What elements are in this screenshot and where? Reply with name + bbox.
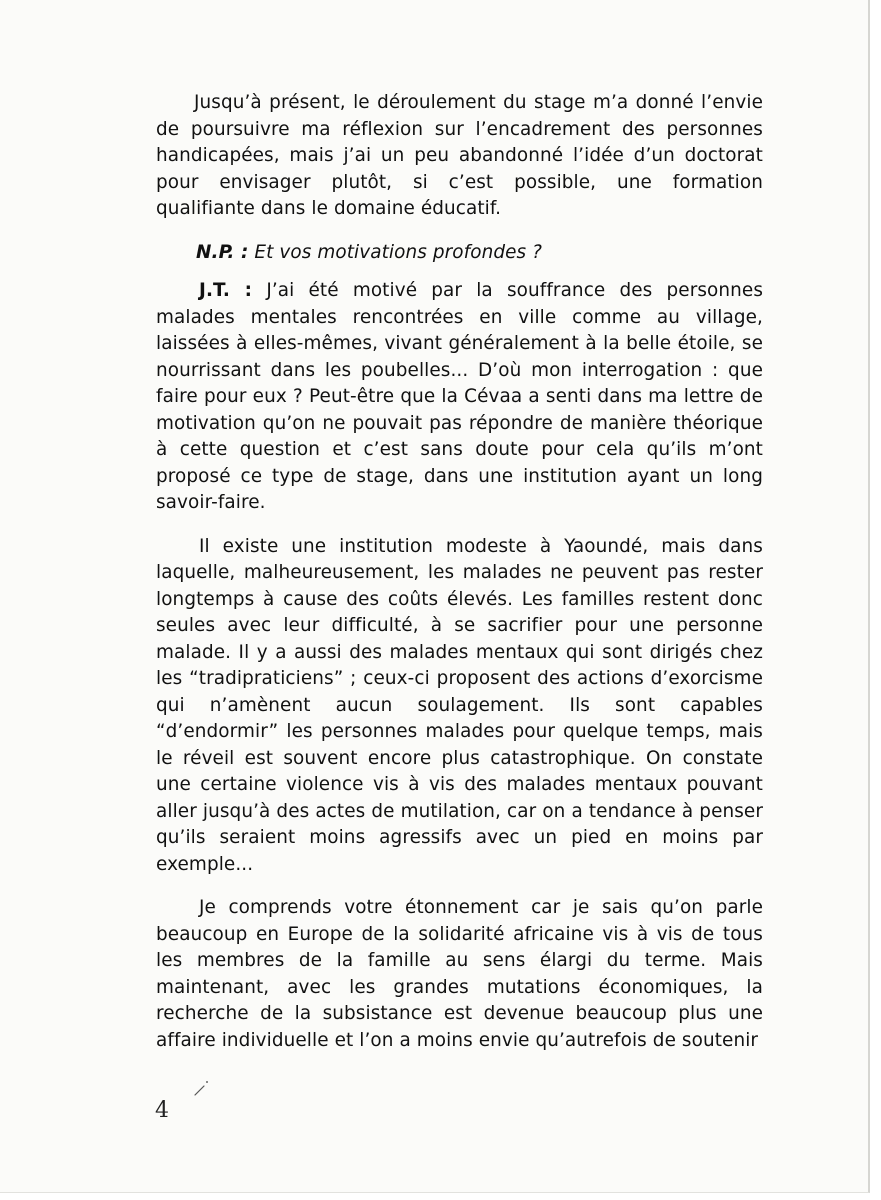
document-body <box>156 90 763 1054</box>
pen-mark-icon <box>192 1078 212 1098</box>
answer-speaker-label: J.T. : <box>199 280 253 301</box>
answer-text: J’ai été motivé par la souffrance des personnes malades mentales rencontrées en ville comme au village, laissées à elles-mêmes, vivant généralement à la belle étoile, se nourrissant dans les poubelles... D’où mon interrogation : que faire pour eux ? Peut-être que la Cévaa a senti dans ma lettre de motivation qu’on ne pouvait pas répondre de manière théorique à cette question et c’est sans doute pour cela qu’ils m’ont proposé ce type de stage, dans une institution ayant un long savoir-faire. <box>156 280 763 513</box>
question-text: Et vos motivations profondes ? <box>254 241 543 263</box>
paragraph-intro: Jusqu’à présent, le déroulement du stage m’a donné l’envie de poursuivre ma réflexion sur l’encadrement des personnes handicapées, mais j’ai un peu abandonné l’idée d’un doctorat pour envisager plutôt, si c’est possible, une formation qualifiante dans le domaine éducatif. <box>156 92 763 219</box>
question-speaker-label: N.P. : <box>196 241 249 263</box>
interview-question <box>156 240 763 267</box>
page-number: 4 <box>155 1098 169 1123</box>
paragraph-institution: Il existe une institution modeste à Yaoundé, mais dans laquelle, malheureusement, les malades ne peuvent pas rester longtemps à cause des coûts élevés. Les familles restent donc seules avec leur difficulté, à se sacrifier pour une personne malade. Il y a aussi des malades mentaux qui sont dirigés chez les “tradipraticiens” ; ceux-ci proposent des actions d’exorcisme qui n’amènent aucun soulagement. Ils sont capables “d’endormir” les personnes malades pour quelque temps, mais le réveil est souvent encore plus catastrophique. On constate une certaine violence vis à vis des malades mentaux pouvant aller jusqu’à des actes de mutilation, car on a tendance à penser qu’ils seraient moins agressifs avec un pied en moins par exemple... <box>156 535 763 875</box>
paragraph-solidarity: Je comprends votre étonnement car je sais qu’on parle beaucoup en Europe de la solidarité africaine vis à vis de tous les membres de la famille au sens élargi du terme. Mais maintenant, avec les grandes mutations économiques, la recherche de la subsistance est devenue beaucoup plus une affaire individuelle et l’on a moins envie qu’autrefois de soutenir <box>156 897 763 1051</box>
interview-answer <box>156 278 763 517</box>
